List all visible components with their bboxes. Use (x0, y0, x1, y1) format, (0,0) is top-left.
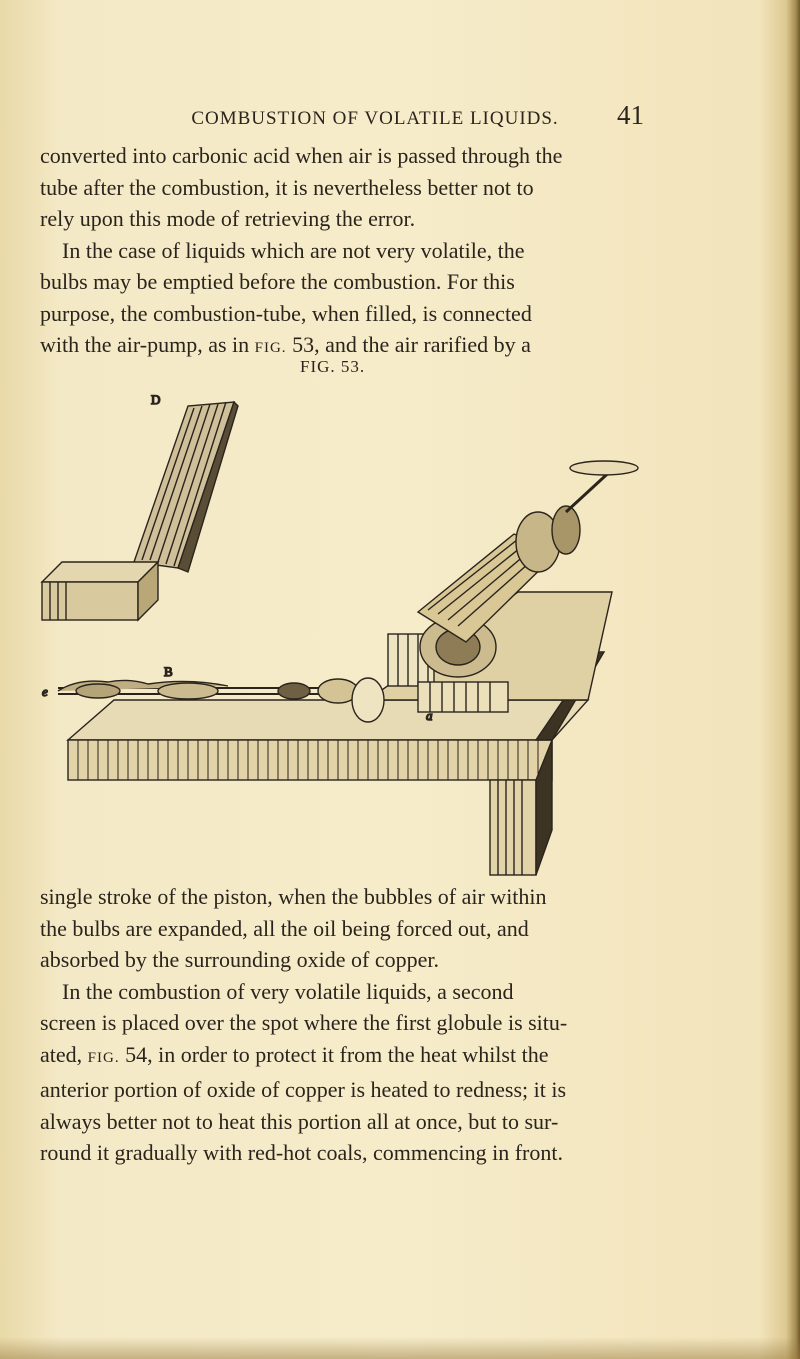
paragraph-4 (40, 976, 658, 1169)
figure-letter-a: a (426, 708, 433, 723)
text-line: bulbs may be emptied before the combustion. For this (40, 269, 515, 294)
text-line: absorbed by the surrounding oxide of copper. (40, 947, 439, 972)
figure-letter-e: e (42, 684, 48, 699)
text-span: 53, and the air rarified by a (286, 332, 531, 357)
text-line: round it gradually with red-hot coals, commencing in front. (40, 1140, 563, 1165)
text-line: anterior portion of oxide of copper is heated to redness; it is (40, 1077, 567, 1102)
combustion-tube-d (134, 402, 238, 572)
paragraph-3 (40, 881, 658, 976)
text-line: In the combustion of very volatile liquids, a second (62, 978, 514, 1004)
air-pump (368, 461, 638, 740)
paragraph-2 (40, 235, 658, 365)
text-span: with the air-pump, as in (40, 332, 255, 357)
text-line: always better not to heat this portion all at once, but to sur- (40, 1108, 559, 1134)
text-line: screen is placed over the spot where the first globule is situ- (40, 1010, 568, 1035)
text-line: single stroke of the piston, when the bubbles of air within (40, 884, 547, 909)
text-line: purpose, the combustion-tube, when filled, is connected (40, 300, 532, 326)
text-line: tube after the combustion, it is nevertheless better not to (40, 174, 534, 200)
figure-reference: FIG. (87, 1049, 120, 1066)
page-number: 41 (617, 100, 644, 130)
figure-caption: FIG. 53. (300, 357, 366, 376)
table-top (68, 700, 588, 875)
support-block-left (42, 562, 158, 620)
running-head: COMBUSTION OF VOLATILE LIQUIDS. (191, 108, 559, 129)
paragraph-top (40, 140, 658, 235)
text-line (40, 1039, 658, 1075)
figure-reference: FIG. (254, 340, 287, 356)
text-span: ated, (40, 1041, 88, 1067)
text-span: 54, in order to protect it from the heat whilst the (119, 1041, 549, 1067)
text-line: rely upon this mode of retrieving the error. (40, 206, 416, 231)
text-line: converted into carbonic acid when air is passed through the (40, 143, 563, 168)
page-bottom-shadow (0, 1337, 800, 1359)
figure-letter-d: D (151, 392, 161, 407)
text-line: In the case of liquids which are not very volatile, the (62, 237, 525, 263)
figure-53-illustration (38, 382, 648, 877)
figure-letter-b: B (164, 664, 173, 679)
text-line: the bulbs are expanded, all the oil being forced out, and (40, 915, 529, 941)
page-edge-shadow (786, 0, 800, 1359)
